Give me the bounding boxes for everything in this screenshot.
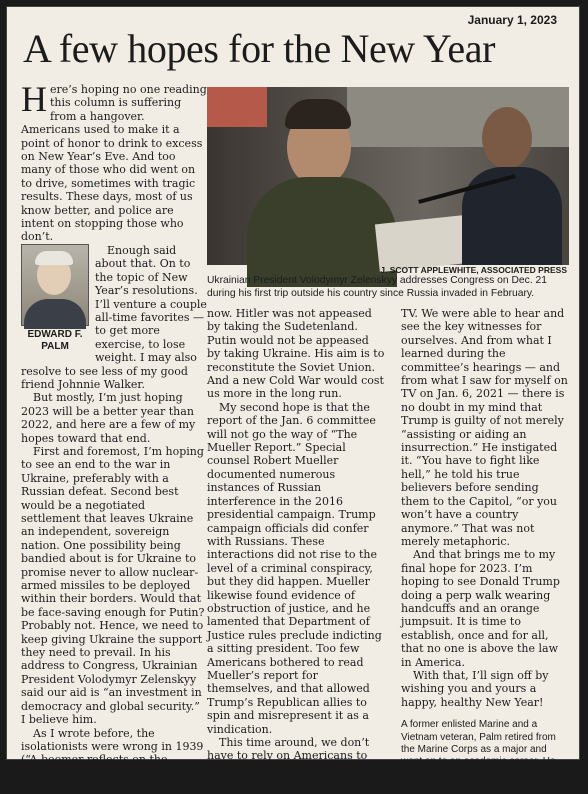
- paragraph: now. Hitler was not appeased by taking the Sudetenland. Putin would not be appeased by taking Ukraine. His aim is to reconstitute the Soviet Union. And a new Cold War would cost us more in the long run.: [207, 307, 385, 401]
- author-photo: [21, 244, 89, 326]
- author-name: EDWARD F. PALM: [27, 328, 83, 352]
- column-3: [401, 307, 569, 794]
- paragraph: My second hope is that the report of the Jan. 6 committee will not go the way of “The Mueller Report.” Special counsel Robert Mueller documented numerous instances of Russian interference in the 2016 presidential campaign. Trump campaign officials did confer with Russians. These interactions did not rise to the level of a criminal conspiracy, but they did happen. Mueller likewise found evidence of obstruction of justice, and he lamented that Department of Justice rules preclude indicting a sitting president. Too few Americans bothered to read Mueller’s report for themselves, and that allowed Trump’s Republican allies to spin and misrepresent it as a vindication.: [207, 400, 382, 736]
- author-mugshot: [21, 244, 89, 353]
- paragraph: First and foremost, I’m hoping to see an end to the war in Ukraine, preferably with a Russian defeat. Second best would be a negotiated settlement that leaves Ukraine an independent, sovereign nation. One possibility being bandied about is for Ukraine to promise never to allow nuclear-armed missiles to be deployed within their borders. Would that be face-saving enough for Putin? Probably not. Hence, we need to keep giving Ukraine the support they need to prevail. In his address to Congress, Ukrainian President Volodymyr Zelenskyy said our aid is “an investment in democracy and global security.” I believe him.: [21, 444, 205, 727]
- paragraph: Enough said about that. On to the topic of New Year’s resolutions. I’ll venture a couple all-time favorites — to get more exercise, to lose weight. I may also resolve to see less of my good friend Johnnie Walker.: [21, 243, 207, 391]
- author-bio: A former enlisted Marine and a Vietnam veteran, Palm retired from the Marine Corps as a major and went on to an academic career. He lives in Forest and can be contacted at majorpalm@gmail.com.: [401, 719, 562, 793]
- paragraph: [21, 79, 207, 244]
- paragraph: With that, I’ll sign off by wishing you and yours a happy, healthy New Year!: [401, 668, 549, 709]
- paragraph: And that brings me to my final hope for 2023. I’m hoping to see Donald Trump doing a perp walk wearing handcuffs and an orange jumpsuit. It is time to establish, once and for all, that no one is above the law in America.: [401, 548, 560, 669]
- headline: A few hopes for the New Year: [23, 26, 496, 71]
- drop-cap: H: [21, 79, 47, 119]
- news-photo: [207, 87, 569, 265]
- paragraph-text: ere’s hoping no one reading this column is suffering from a hangover. Americans used to make it a point of honor to drink to excess on New Year’s Eve. And too many of those who did went on to drive, sometimes with tragic results. These days, most of us know better, and police are intent on stopping those who don’t.: [21, 83, 207, 244]
- paragraph: As I wrote before, the isolationists were wrong in 1939 (“A boomer reflects on the Ukraine crisis,” Feb. 27). They are wrong: [21, 726, 204, 794]
- photo-credit: J. SCOTT APPLEWHITE, ASSOCIATED PRESS: [380, 265, 567, 275]
- paragraph: But mostly, I’m just hoping 2023 will be a better year than 2022, and here are a few of my hopes toward that end.: [21, 391, 196, 445]
- issue-date: January 1, 2023: [467, 13, 557, 27]
- newspaper-page: [6, 6, 580, 794]
- photo-caption: Ukrainian President Volodymyr Zelenskyy addresses Congress on Dec. 21 during his first trip outside his country since Russia invaded in February.: [207, 275, 547, 299]
- paragraph: This time around, we don’t have to rely on Americans to read a lengthy report. The Jan. 6 committee laid it all out on: [207, 736, 380, 790]
- column-1: [21, 79, 207, 794]
- column-2: [207, 307, 385, 790]
- paragraph: TV. We were able to hear and see the key witnesses for ourselves. And from what I learned during the committee’s hearings — and from what I saw for myself on TV on Jan. 6, 2021 — there is no doubt in my mind that Trump is guilty of not merely “assisting or aiding an insurrection.” He instigated it. “You have to fight like hell,” he told his true believers before sending them to the Capitol, “or you won’t have a country anymore.” That was not merely metaphoric.: [401, 307, 568, 548]
